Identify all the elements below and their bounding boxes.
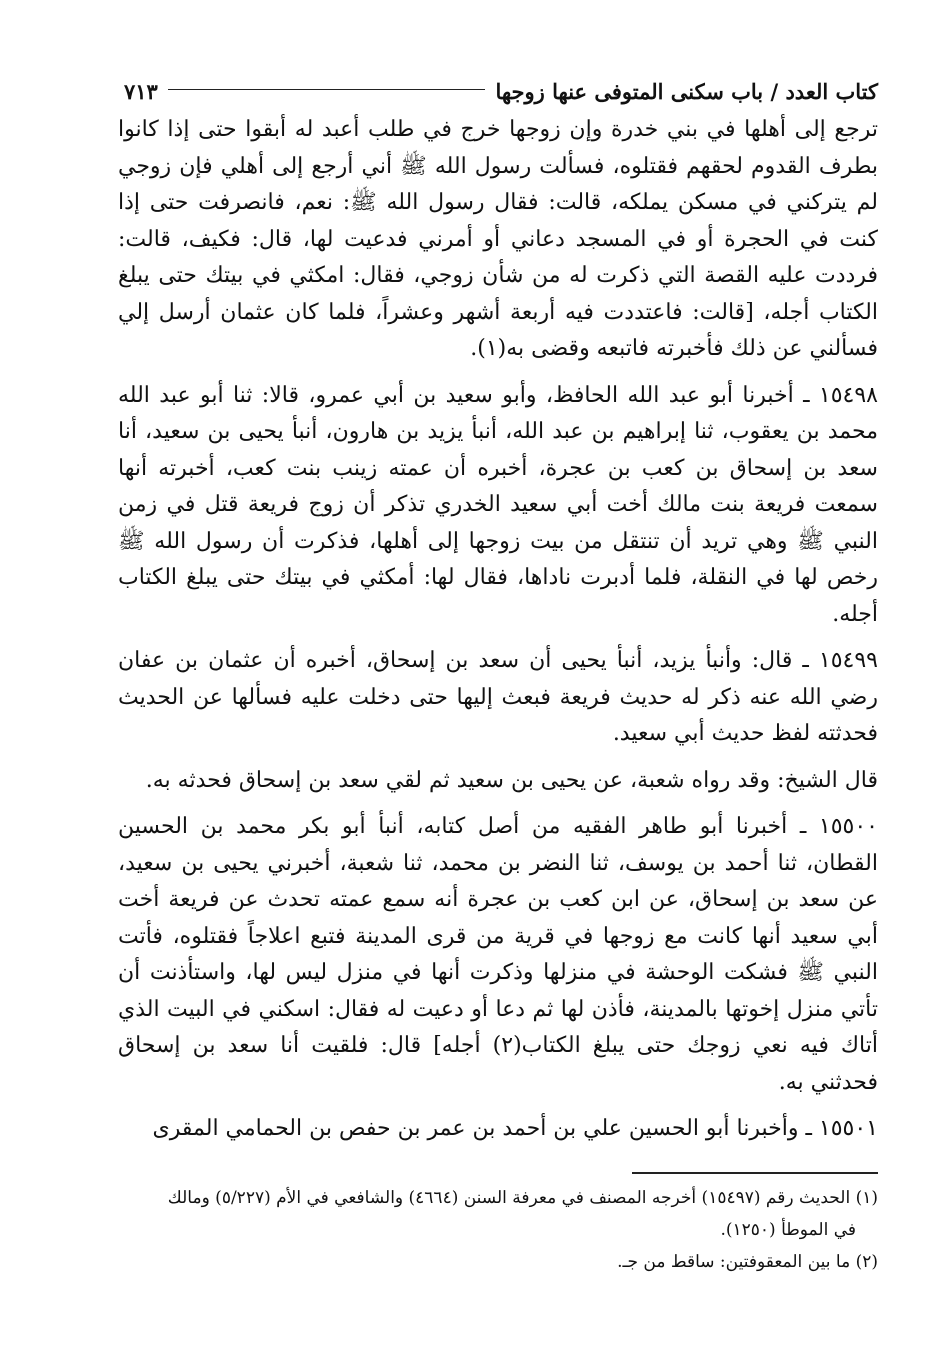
hadith-15499: ١٥٤٩٩ ـ قال: وأنبأ يزيد، أنبأ يحيى أن سعد بن إسحاق، أخبره أن عثمان بن عفان رضي الله عنه ذكر له حديث فريعة فبعث إليها حتى دخلت عليه فسألها عن الحديث فحدثته لفظ حديث أبي سعيد. [118, 648, 878, 746]
running-header [118, 68, 878, 104]
page-number: ٧١٣ [124, 79, 158, 104]
document-page [118, 68, 878, 1328]
header-rule [168, 89, 486, 90]
header-title: كتاب العدد / باب سكنى المتوفى عنها زوجها [495, 79, 878, 104]
hadith-15498: ١٥٤٩٨ ـ أخبرنا أبو عبد الله الحافظ، وأبو سعيد بن أبي عمرو، قالا: ثنا أبو عبد الله محمد بن يعقوب، ثنا إبراهيم بن عبد الله، أنبأ يزيد بن هارون، أنبأ يحيى بن سعيد، أنا سعد بن إسحاق بن كعب بن عجرة، أخبره أن عمته زينب بنت كعب، أخبرته أنها سمعت فريعة بنت مالك أخت أبي سعيد الخدري تذكر أن زوج فريعة قتل في زمن النبي ﷺ وهي تريد أن تنتقل من بيت زوجها إلى أهلها، فذكرت أن رسول الله ﷺ رخص لها في النقلة، فلما أدبرت ناداها، فقال لها: أمكثي في بيتك حتى يبلغ الكتاب أجله. [118, 382, 878, 627]
main-text [118, 112, 878, 1148]
footnote-1: (١) الحديث رقم (١٥٤٩٧) أخرجه المصنف في معرفة السنن (٤٦٦٤) والشافعي في الأم (٥/٢٢٧) ومالك [167, 1187, 878, 1208]
footnote-separator [632, 1172, 878, 1174]
footnote-2: (٢) ما بين المعقوفتين: ساقط من جـ. [617, 1251, 878, 1272]
footnote-1-continued: في الموطأ (١٢٥٠). [720, 1219, 856, 1240]
paragraph-continuation: ترجع إلى أهلها في بني خدرة وإن زوجها خرج في طلب أعبد له أبقوا حتى إذا كانوا بطرف القدوم لحقهم فقتلوه، فسألت رسول الله ﷺ أني أرجع إلى أهلي فإن زوجي لم يتركني في مسكن يملكه، قالت: فقال رسول الله ﷺ: نعم، فانصرفت حتى إذا كنت في الحجرة أو في المسجد دعاني أو أمرني فدعيت لها، قال: فكيف، قالت: فرددت عليه القصة التي ذكرت له من شأن زوجي، فقال: امكثي في بيتك حتى يبلغ الكتاب أجله، [قالت: فاعتددت فيه أربعة أشهر وعشراً، فلما كان عثمان أرسل إلي فسألني عن ذلك فأخبرته فاتبعه وقضى به(١). [118, 117, 878, 361]
hadith-15501: ١٥٥٠١ ـ وأخبرنا أبو الحسين علي بن أحمد بن عمر بن حفص بن الحمامي المقرى [152, 1116, 878, 1141]
hadith-15500: ١٥٥٠٠ ـ أخبرنا أبو طاهر الفقيه من أصل كتابه، أنبأ أبو بكر محمد بن الحسين القطان، ثنا أحمد بن يوسف، ثنا النضر بن محمد، ثنا شعبة، أخبرني يحيى بن سعيد، عن سعد بن إسحاق، عن ابن كعب بن عجرة أنه سمع عمته تحدث عن فريعة أخت أبي سعيد أنها كانت مع زوجها في قرية من قرى المدينة فتبع اعلاجاً فقتلوه، فأتت النبي ﷺ فشكت الوحشة في منزلها وذكرت أنها في منزل ليس لها، واستأذنت أن تأتي منزل إخوتها بالمدينة، فأذن لها ثم دعا أو دعيت له فقال: اسكني في البيت الذي أتاك فيه نعي زوجك حتى يبلغ الكتاب(٢) أجله] قال: فلقيت أنا سعد بن إسحاق فحدثني به. [118, 814, 878, 1095]
sheikh-comment: قال الشيخ: وقد رواه شعبة، عن يحيى بن سعيد ثم لقي سعد بن إسحاق فحدثه به. [145, 767, 878, 793]
footnotes [118, 1184, 878, 1276]
